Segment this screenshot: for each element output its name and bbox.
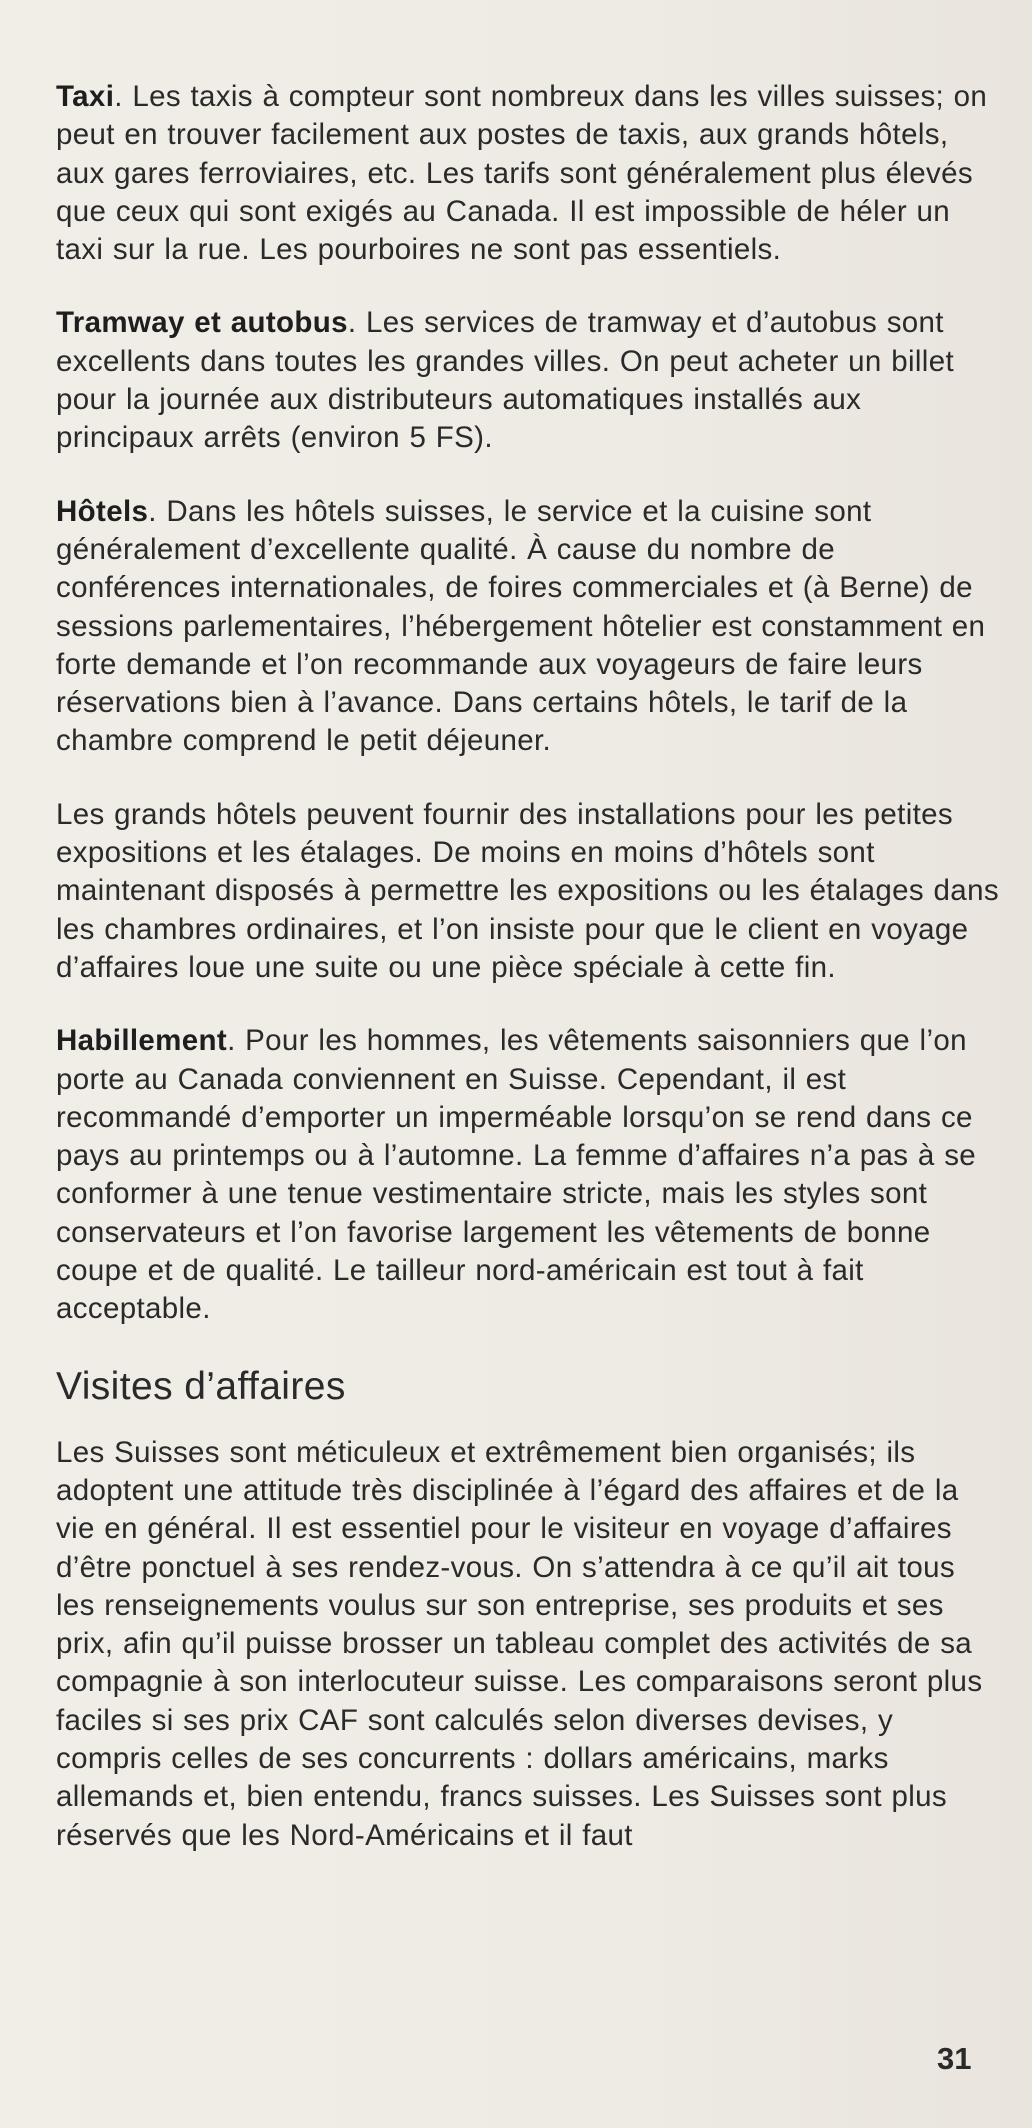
taxi-heading: Taxi — [56, 80, 115, 113]
paragraph-hotels — [56, 493, 1002, 761]
paragraph-habillement — [56, 1022, 1002, 1328]
habillement-heading: Habillement — [56, 1024, 228, 1058]
tramway-text: . Les services de tramway et d’autobus sont excellents dans toutes les grandes villes. On peut acheter un billet pour la journée aux distributeurs automatiques installés aux principaux arrêts (environ 5 FS). — [56, 306, 954, 455]
hotels-heading: Hôtels — [56, 494, 149, 528]
paragraph-taxi — [56, 78, 1002, 269]
taxi-text: . Les taxis à compteur sont nombreux dans les villes suisses; on peut en trouver facilement aux postes de taxis, aux grands hôtels, aux gares ferroviaires, etc. Les tarifs sont généralement plus élevés que ceux qui sont exigés au Canada. Il est impossible de héler un taxi sur la rue. Les pourboires ne sont pas essentiels. — [56, 80, 988, 267]
paragraph-tramway — [56, 304, 1002, 457]
page-content — [56, 78, 1002, 1890]
tramway-heading: Tramway et autobus — [56, 306, 348, 340]
section-body: Les Suisses sont méticuleux et extrêmement bien organisés; ils adoptent une attitude très disciplinée à l’égard des affaires et de la vie en général. Il est essentiel pour le visiteur en voyage d’affaires d’être ponctuel à ses rendez-vous. On s’attendra à ce qu’il ait tous les renseignements voulus sur son entreprise, ses produits et ses prix, afin qu’il puisse brosser un tableau complet des activités de sa compagnie à son interlocuteur suisse. Les comparaisons seront plus faciles si ses prix CAF sont calculés selon diverses devises, y compris celles de ses concurrents : dollars américains, marks allemands et, bien entendu, francs suisses. Les Suisses sont plus réservés que les Nord-Américains et il faut — [56, 1435, 983, 1852]
paragraph-hotels-expositions: Les grands hôtels peuvent fournir des installations pour les petites expositions et les étalages. De moins en moins d’hôtels sont maintenant disposés à permettre les expositions ou les étalages dans les chambres ordinaires, et l’on insiste pour que le client en voyage d’affaires loue une suite ou une pièce spéciale à cette fin. — [56, 797, 999, 984]
hotels-text: . Dans les hôtels suisses, le service et la cuisine sont généralement d’excellente qualité. À cause du nombre de conférences internationales, de foires commerciales et (à Berne) de sessions parlementaires, l’hébergement hôtelier est constamment en forte demande et l’on recommande aux voyageurs de faire leurs réservations bien à l’avance. Dans certains hôtels, le tarif de la chambre comprend le petit déjeuner. — [56, 494, 986, 758]
page-number: 31 — [937, 2041, 972, 2076]
section-title: Visites d’affaires — [56, 1364, 346, 1408]
habillement-text: . Pour les hommes, les vêtements saisonniers que l’on porte au Canada conviennent en Suisse. Cependant, il est recommandé d’emporter un imperméable lorsqu’on se rend dans ce pays au printemps ou à l’automne. La femme d’affaires n’a pas à se conformer à une tenue vestimentaire stricte, mais les styles sont conservateurs et l’on favorise largement les vêtements de bonne coupe et de qualité. Le tailleur nord-américain est tout à fait acceptable. — [56, 1024, 977, 1326]
